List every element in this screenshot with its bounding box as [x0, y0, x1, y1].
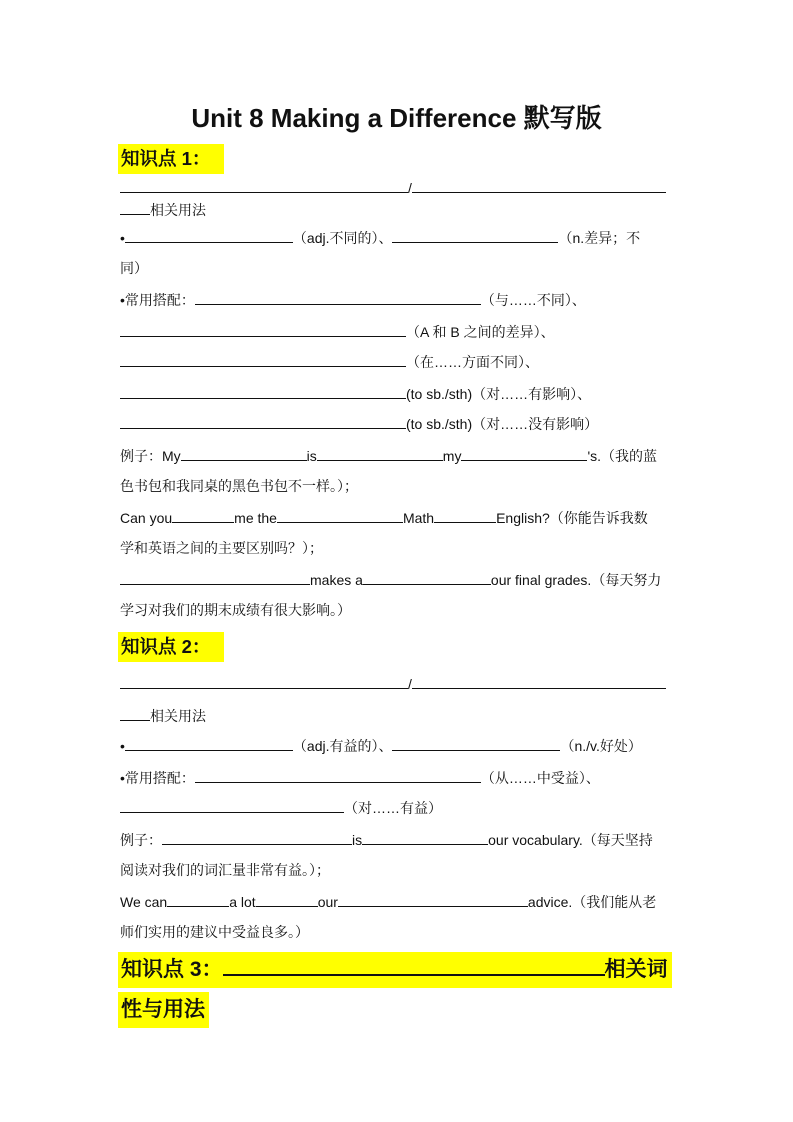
blank[interactable]: [120, 352, 406, 367]
collocation-note: (to sb./sth)（对……没有影响）: [406, 416, 599, 432]
slash: /: [408, 180, 412, 196]
example-text: me the: [234, 510, 277, 526]
slash: /: [408, 676, 412, 692]
section3-heading: [118, 952, 672, 988]
bullet: •: [120, 230, 125, 246]
s1-example-2-cont: 学和英语之间的主要区别吗？）；: [120, 540, 323, 556]
bullet: •: [120, 738, 125, 754]
blank[interactable]: [120, 414, 406, 429]
page-title: Unit 8 Making a Difference 默写版: [191, 103, 602, 133]
section1-heading: 知识点 1：: [118, 144, 224, 174]
s1-example-3: [120, 570, 661, 590]
s1-example-2: [120, 508, 648, 528]
blank[interactable]: [120, 178, 408, 193]
s1-example-1-cont: 色书包和我同桌的黑色书包不一样。）；: [120, 478, 358, 494]
noun-note: （n.差异；不: [558, 230, 641, 246]
s1-collocation-3: [120, 352, 539, 372]
s2-word-forms: [120, 736, 642, 756]
blank[interactable]: [162, 830, 352, 845]
example-text: English?（你能告诉我数: [496, 510, 648, 526]
blank[interactable]: [412, 178, 666, 193]
blank[interactable]: [362, 830, 488, 845]
s2-example-2-cont: 师们实用的建议中受益良多。）: [120, 924, 309, 940]
blank[interactable]: [392, 736, 560, 751]
blank[interactable]: [120, 322, 406, 337]
blank[interactable]: [434, 508, 496, 523]
example-text: makes a: [310, 572, 363, 588]
s1-example-1: [120, 446, 657, 466]
usage-label: 相关用法: [150, 708, 206, 724]
adj-note: （adj.有益的）、: [292, 738, 393, 754]
blank[interactable]: [120, 706, 150, 721]
noun-note: （n./v.好处）: [560, 738, 642, 754]
collocations-label: •常用搭配：: [120, 770, 195, 786]
example-text: Can you: [120, 510, 173, 526]
blank[interactable]: [338, 892, 528, 907]
collocation-note: （与……不同）、: [480, 292, 586, 308]
s1-word-blanks: [120, 178, 666, 198]
blank[interactable]: [181, 446, 307, 461]
blank[interactable]: [167, 892, 229, 907]
example-text: our: [317, 894, 338, 910]
blank[interactable]: [256, 892, 318, 907]
example-text: a lot: [229, 894, 256, 910]
collocations-label: •常用搭配：: [120, 292, 195, 308]
collocation-note: （对……有益）: [344, 800, 442, 816]
section2-heading: 知识点 2：: [118, 632, 224, 662]
s1-collocation-4: [120, 384, 591, 404]
blank[interactable]: [412, 674, 666, 689]
s2-word-blanks: [120, 674, 666, 694]
blank[interactable]: [195, 768, 481, 783]
example-text: 例子：: [120, 832, 162, 848]
blank[interactable]: [277, 508, 403, 523]
blank[interactable]: [125, 736, 293, 751]
s2-collocation-2: [120, 798, 442, 818]
blank[interactable]: [461, 446, 587, 461]
s1-noun-note-cont: 同）: [120, 260, 148, 276]
collocation-note: （A 和 B 之间的差异）、: [406, 324, 555, 340]
blank[interactable]: [392, 228, 558, 243]
blank[interactable]: [125, 228, 293, 243]
blank[interactable]: [223, 956, 605, 976]
example-text: my: [442, 448, 462, 464]
section3-label: 相关词: [604, 958, 668, 981]
s2-example-1-cont: 阅读对我们的词汇量非常有益。）；: [120, 862, 330, 878]
s2-example-2: [120, 892, 656, 912]
collocation-note: （在……方面不同）、: [406, 354, 539, 370]
s1-example-3-cont: 学习对我们的期末成绩有很大影响。）: [120, 602, 351, 618]
example-text: is: [352, 832, 363, 848]
example-text: 例子：My: [120, 448, 181, 464]
blank[interactable]: [120, 570, 310, 585]
example-text: our final grades.（每天努力: [490, 572, 662, 588]
usage-label: 相关用法: [150, 202, 206, 218]
adj-note: （adj.不同的）、: [292, 230, 393, 246]
s1-collocation-1: [120, 290, 586, 310]
s1-usage-line: [120, 200, 206, 220]
section3-label: 知识点 3：: [121, 958, 223, 981]
example-text: Math: [402, 510, 435, 526]
s2-example-1: [120, 830, 653, 850]
section3-heading-cont: 性与用法: [118, 992, 209, 1028]
s1-collocation-5: [120, 414, 598, 434]
example-text: is: [306, 448, 317, 464]
example-text: We can: [120, 894, 168, 910]
example-text: 's.（我的蓝: [587, 448, 658, 464]
blank[interactable]: [120, 384, 406, 399]
blank[interactable]: [172, 508, 234, 523]
collocation-note: (to sb./sth)（对……有影响）、: [406, 386, 592, 402]
blank[interactable]: [317, 446, 443, 461]
example-text: our vocabulary.（每天坚持: [488, 832, 653, 848]
s1-collocation-2: [120, 322, 555, 342]
blank[interactable]: [195, 290, 481, 305]
s2-usage-line: [120, 706, 206, 726]
blank[interactable]: [363, 570, 491, 585]
blank[interactable]: [120, 200, 150, 215]
example-text: advice.（我们能从老: [527, 894, 657, 910]
blank[interactable]: [120, 674, 408, 689]
s1-word-forms: [120, 228, 640, 248]
s2-collocation-1: [120, 768, 600, 788]
collocation-note: （从……中受益）、: [480, 770, 600, 786]
blank[interactable]: [120, 798, 344, 813]
